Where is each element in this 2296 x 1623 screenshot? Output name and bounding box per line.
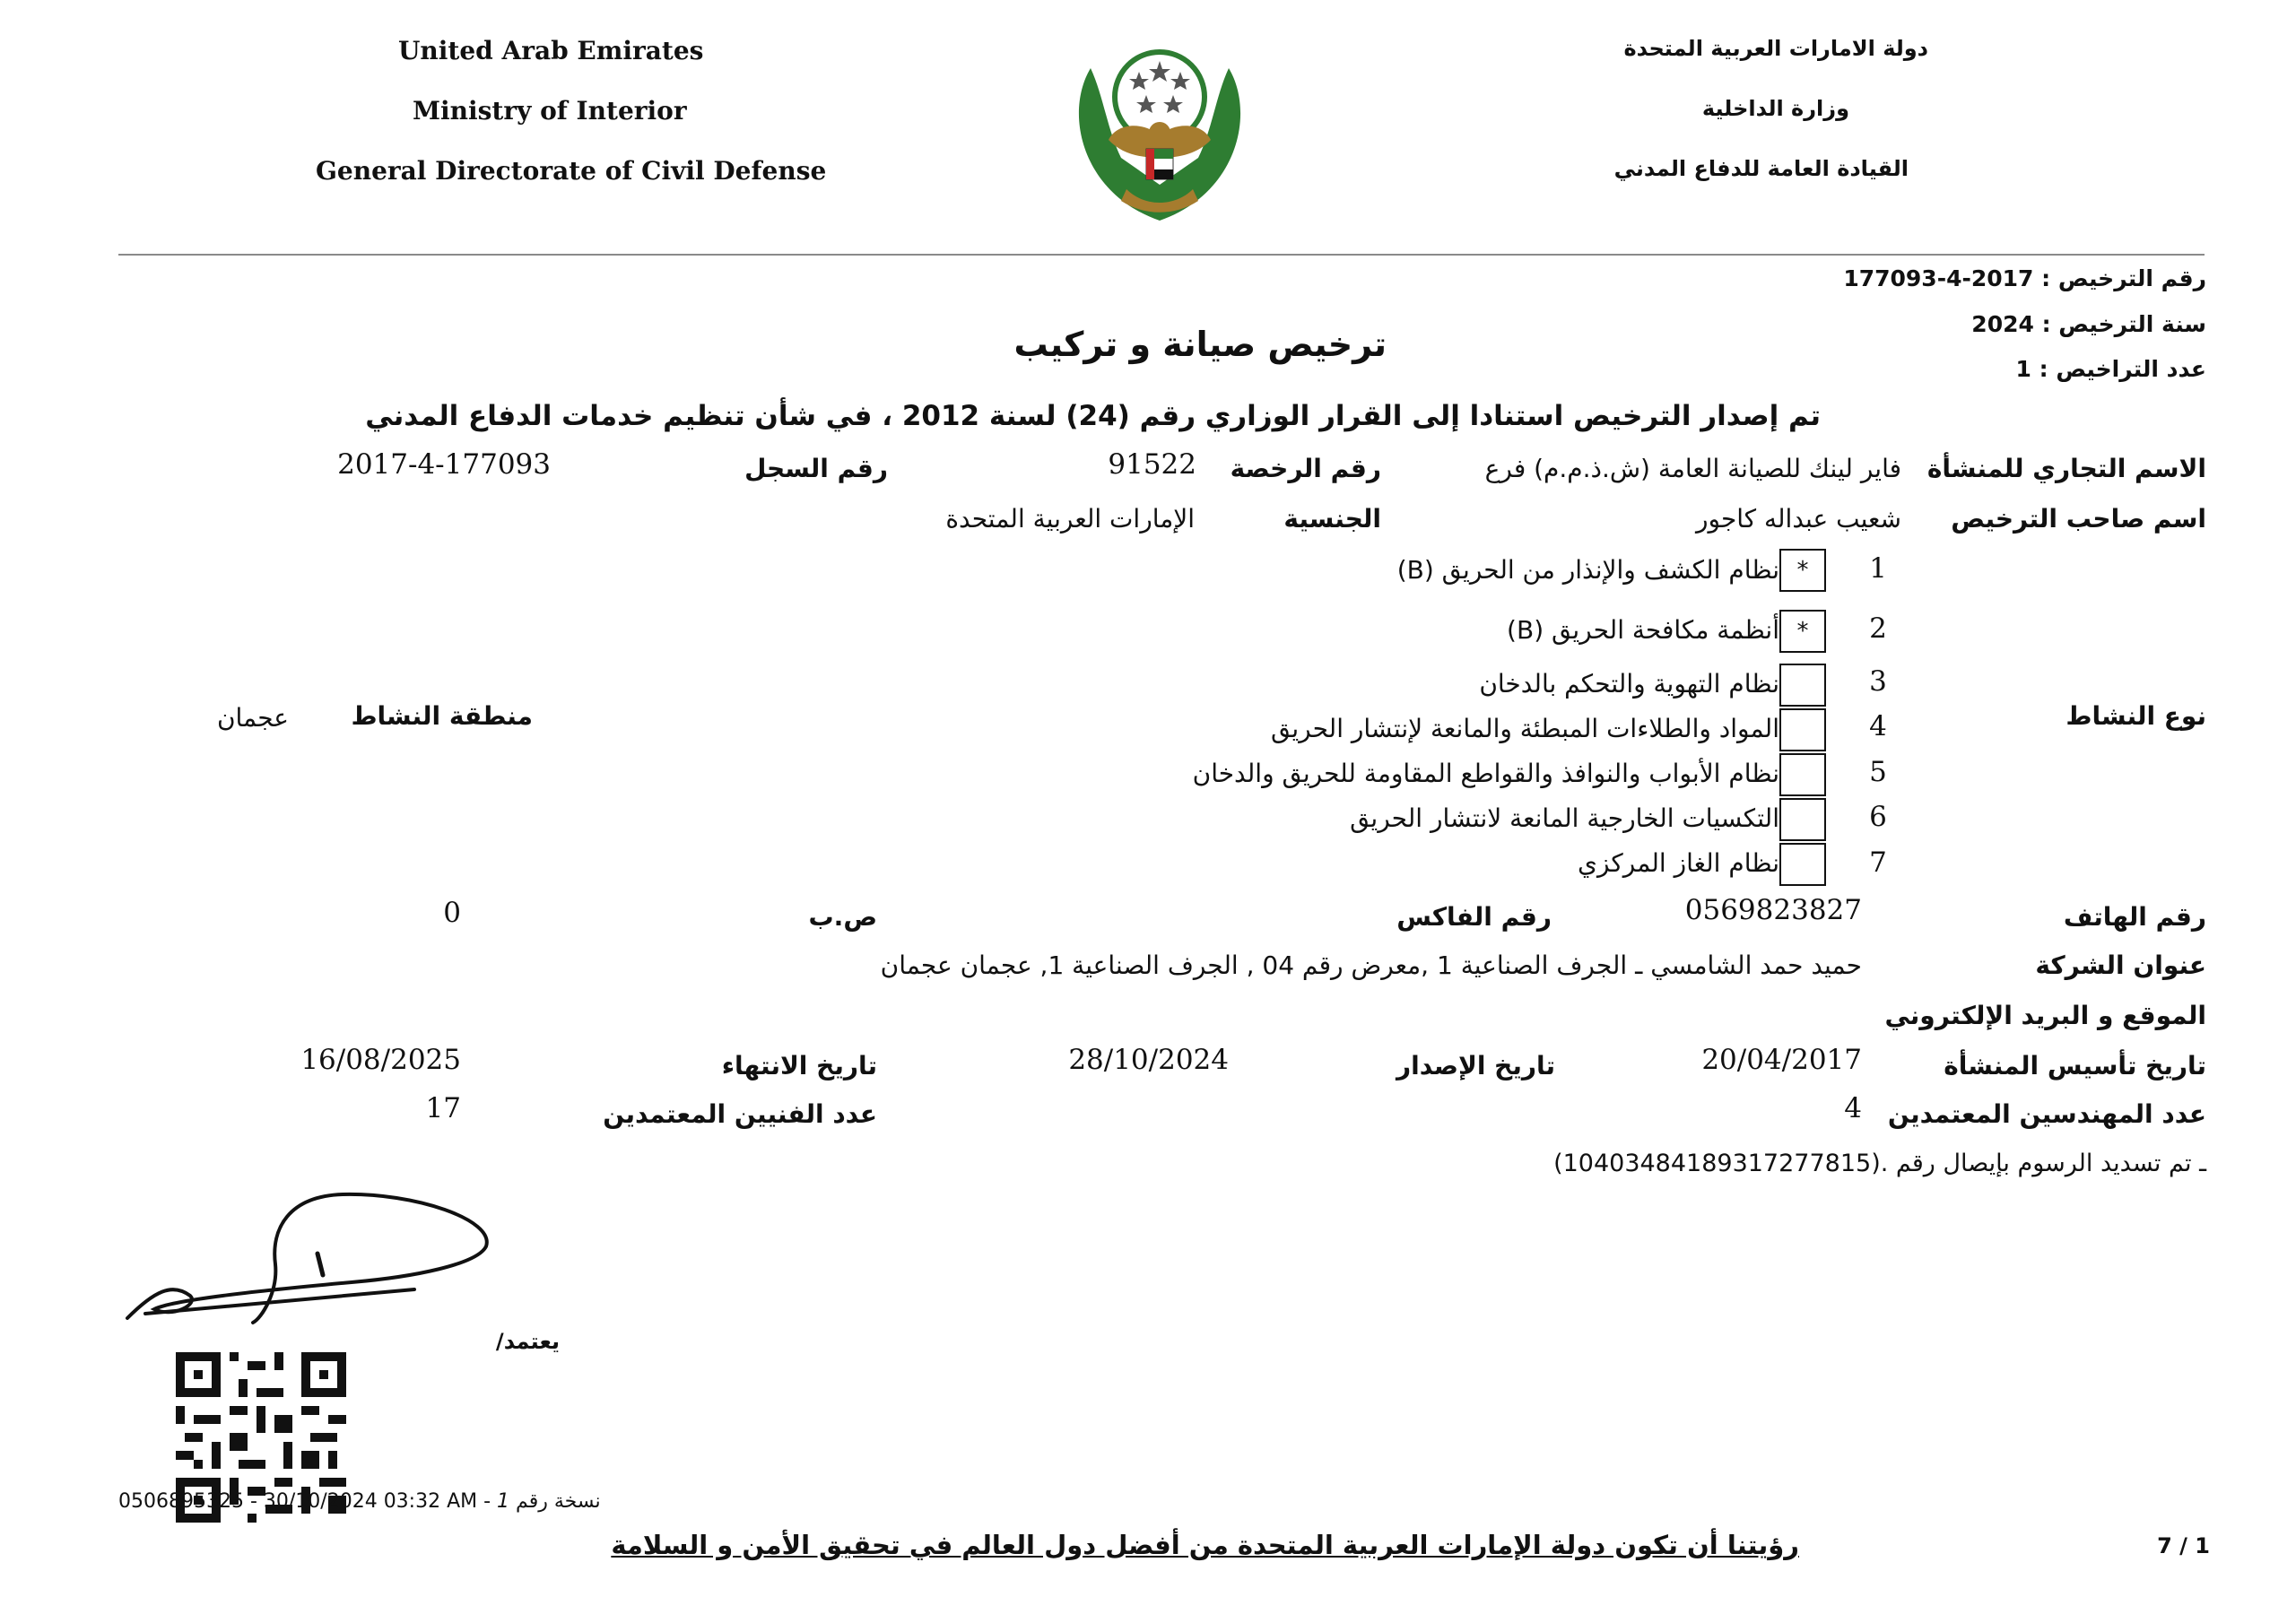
activity-checkbox [1779,843,1826,886]
address-value: حميد حمد الشامسي ـ الجرف الصناعية 1 ,معرض رقم 04 , الجرف الصناعية 1, عجمان عجمان [880,950,1862,980]
web-email-label: الموقع و البريد الإلكتروني [1884,1001,2206,1030]
header-ar-directorate: القيادة العامة للدفاع المدني [1613,156,1909,181]
activity-label: نظام الكشف والإنذار من الحريق (B) [1396,555,1779,585]
header-en-country: United Arab Emirates [398,36,704,65]
trade-name-label: الاسم التجاري للمنشأة [1926,454,2206,483]
activity-area-label: منطقة النشاط [351,701,533,731]
address-label: عنوان الشركة [2035,950,2206,980]
activity-checkbox: * [1779,610,1826,653]
fees-note: ـ تم تسديد الرسوم بإيصال رقم .(1040348418931727781​5) [1553,1150,2206,1177]
activity-index: 5 [1869,756,1887,788]
activity-checkbox [1779,664,1826,707]
engineers-value: 4 [1844,1092,1862,1124]
activity-checkbox [1779,798,1826,841]
phone-value: 0569823827 [1684,894,1862,926]
print-stamp-datetime: 0506895325 - 30/10/2024 03:32 AM - [118,1490,491,1513]
register-no-value: 2017-4-177093 [337,448,551,481]
technicians-label: عدد الفنيين المعتمدين [603,1099,877,1129]
po-box-value: 0 [443,897,461,929]
uae-emblem-logo [1064,32,1256,228]
page-subtitle: تم إصدار الترخيص استنادا إلى القرار الوزاري رقم (24) لسنة 2012 ، في شأن تنظيم خدمات الدفاع المدني [365,400,1821,432]
license-count: عدد التراخيص : 1 [2015,356,2206,382]
engineers-label: عدد المهندسين المعتمدين [1887,1099,2206,1129]
header-en-ministry: Ministry of Interior [413,96,687,126]
holder-value: شعيب عبداله كاجور [1695,504,1901,534]
activity-index: 6 [1869,801,1887,833]
founded-value: 20/04/2017 [1701,1044,1862,1076]
register-no-label: رقم السجل [744,454,888,483]
activity-area-value: عجمان [216,703,289,733]
holder-label: اسم صاحب الترخيص [1951,504,2206,534]
nationality-value: الإمارات العربية المتحدة [945,504,1195,534]
approval-label: يعتمد/ [495,1329,560,1354]
activity-label: نظام الغاز المركزي [1578,848,1779,878]
activity-label: نظام الأبواب والنوافذ والقواطع المقاومة للحريق والدخان [1192,759,1779,788]
trade-name-value: فاير لينك للصيانة العامة (ش.ذ.م.م) فرع [1484,454,1901,483]
license-number: رقم الترخيص : 2017-4-177093 [1843,265,2206,291]
activity-index: 4 [1869,710,1887,742]
activity-label: نظام التهوية والتحكم بالدخان [1479,669,1779,699]
activity-checkbox: * [1779,549,1826,592]
header-ar-country: دولة الامارات العربية المتحدة [1623,36,1928,61]
activity-checkbox [1779,708,1826,751]
technicians-value: 17 [425,1092,461,1124]
activity-label: التكسيات الخارجية المانعة لانتشار الحريق [1350,803,1779,833]
page-number: 7 / 1 [2157,1533,2210,1558]
issue-value: 28/10/2024 [1068,1044,1229,1076]
print-stamp [118,1490,601,1513]
issue-label: تاريخ الإصدار [1396,1051,1555,1081]
expiry-label: تاريخ الانتهاء [721,1051,877,1081]
activity-index: 7 [1869,846,1887,879]
activity-type-label: نوع النشاط [2066,701,2206,731]
fax-label: رقم الفاكس [1396,902,1552,932]
copy-label: نسخة رقم [516,1490,601,1513]
page-title: ترخيص صيانة و تركيب [1013,325,1387,364]
phone-label: رقم الهاتف [2063,902,2206,932]
founded-label: تاريخ تأسيس المنشأة [1944,1051,2206,1081]
activity-index: 3 [1869,665,1887,698]
copy-number: 1 [497,1490,510,1513]
expiry-value: 16/08/2025 [300,1044,461,1076]
nationality-label: الجنسية [1283,504,1381,534]
header-divider [118,254,2205,256]
po-box-label: ص.ب [808,902,877,932]
header-ar-ministry: وزارة الداخلية [1701,96,1849,121]
activity-label: أنظمة مكافحة الحريق (B) [1507,615,1779,645]
activity-checkbox [1779,753,1826,796]
header-en-directorate: General Directorate of Civil Defense [316,156,827,186]
activity-label: المواد والطلاءات المبطئة والمانعة لإنتشار الحريق [1271,714,1779,743]
activity-index: 1 [1869,552,1887,585]
vision-statement: رؤيتنا أن تكون دولة الإمارات العربية المتحدة من أفضل دول العالم في تحقيق الأمن و السلامة [611,1530,1799,1560]
permit-no-label: رقم الرخصة [1230,454,1381,483]
activity-index: 2 [1869,612,1887,645]
license-year: سنة الترخيص : 2024 [1971,311,2206,337]
permit-no-value: 91522 [1108,448,1196,481]
signature-image [118,1184,495,1327]
